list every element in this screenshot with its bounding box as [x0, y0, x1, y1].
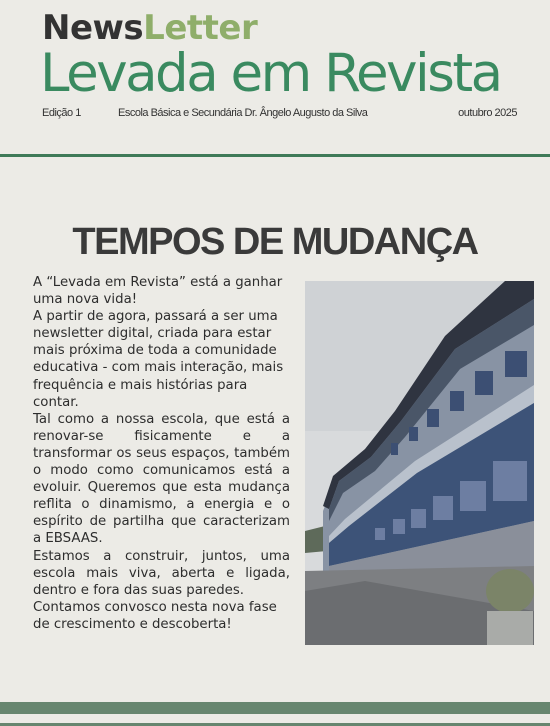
footer-band — [0, 702, 550, 714]
edition-number: Edição 1 — [42, 107, 81, 119]
article-paragraph: Tal como a nossa escola, que está a renovar-se fisicamente e a transformar os seus espaços, também o modo como comunicamos está a evoluir. Queremos que esta mudança reflita o dinamismo, a energia e o espírito de partilha que caracterizam a EBSAAS. — [33, 411, 290, 547]
masthead-divider — [0, 154, 550, 157]
school-name: Escola Básica e Secundária Dr. Ângelo Augusto da Silva — [118, 107, 368, 119]
logo-letter: Letter — [143, 8, 258, 48]
article-paragraph: Estamos a construir, juntos, uma escola mais viva, aberta e ligada, dentro e fora das suas paredes. — [33, 548, 290, 598]
article-headline: TEMPOS DE MUDANÇA — [72, 221, 478, 264]
logo-news: News — [42, 8, 144, 48]
school-building-photo — [305, 281, 534, 645]
newsletter-title: Levada em Revista — [40, 43, 501, 104]
article-body — [33, 274, 290, 633]
article-paragraph: A partir de agora, passará a ser uma newsletter digital, criada para estar mais próxima de toda a comunidade educativa - com mais interação, mais frequência e mais histórias para contar. — [33, 309, 284, 410]
article-paragraph: A “Levada em Revista” está a ganhar uma nova vida! — [33, 275, 283, 308]
article-paragraph: Contamos convosco nesta nova fase de crescimento e descoberta! — [33, 599, 277, 632]
issue-date: outubro 2025 — [458, 107, 517, 119]
masthead — [0, 0, 550, 160]
